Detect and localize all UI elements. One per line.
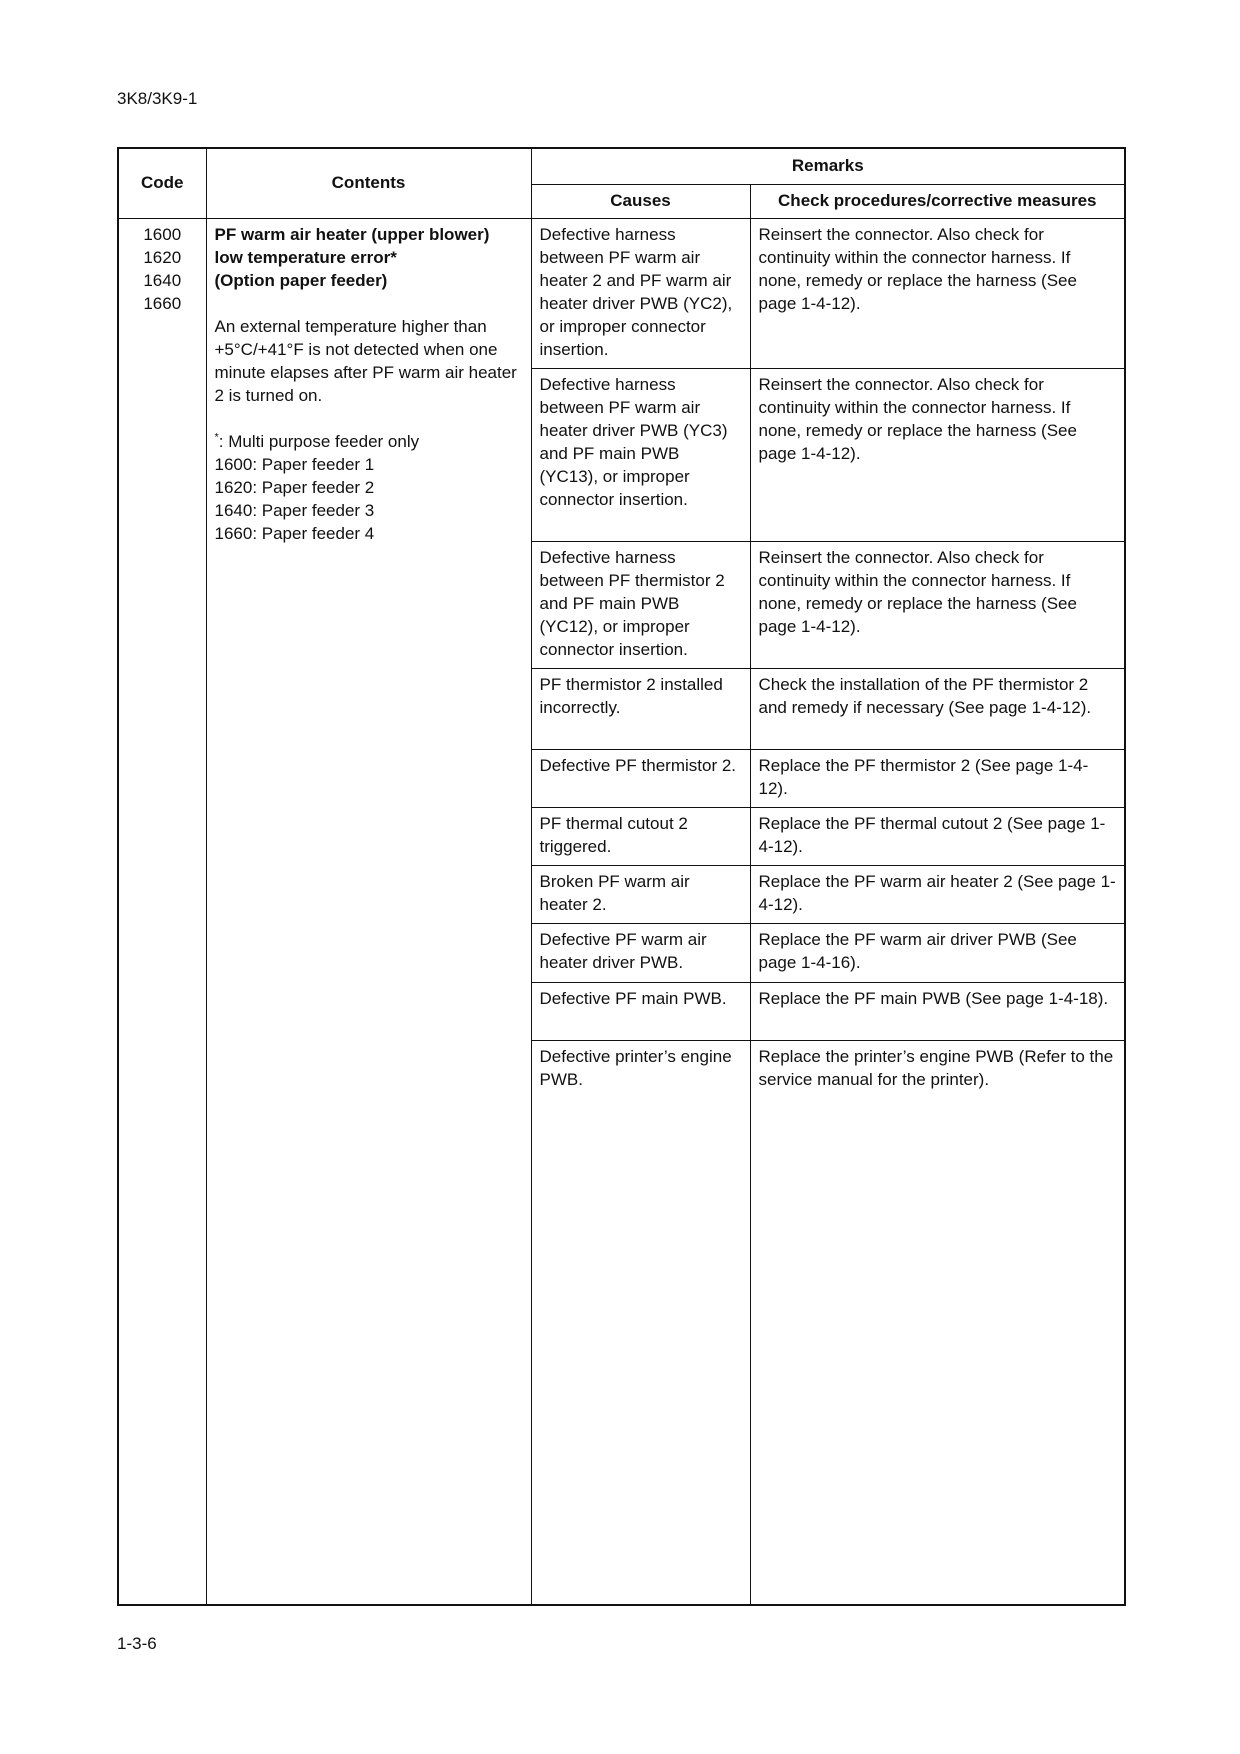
measure-cell: Replace the PF thermal cutout 2 (See page 1-4-12).: [750, 807, 1125, 865]
measure-cell: Replace the PF warm air heater 2 (See page 1-4-12).: [750, 865, 1125, 923]
table-row: [118, 218, 1125, 368]
cause-cell: Defective printer’s engine PWB.: [531, 1040, 750, 1605]
feeder-code: 1660: Paper feeder 4: [214, 523, 375, 543]
error-title: PF warm air heater (upper blower): [214, 224, 490, 244]
code-value: 1660: [143, 293, 182, 313]
measure-cell: Reinsert the connector. Also check for continuity within the connector harness. If none, remedy or replace the harness (See page 1-4-12).: [750, 541, 1125, 668]
feeder-code: 1600: Paper feeder 1: [214, 454, 375, 474]
cause-cell: Defective harness between PF warm air heater driver PWB (YC3) and PF main PWB (YC13), or improper connector insertion.: [531, 368, 750, 541]
footnote-asterisk: *: [214, 430, 219, 443]
header-code: Code: [118, 148, 206, 218]
cause-cell: Defective PF warm air heater driver PWB.: [531, 923, 750, 982]
cause-cell: PF thermistor 2 installed incorrectly.: [531, 668, 750, 749]
feeder-code: 1620: Paper feeder 2: [214, 477, 375, 497]
header-remarks: Remarks: [531, 148, 1125, 184]
measure-cell: Reinsert the connector. Also check for continuity within the connector harness. If none, remedy or replace the harness (See page 1-4-12).: [750, 218, 1125, 368]
header-measures: Check procedures/corrective measures: [750, 184, 1125, 218]
measure-cell: Replace the PF main PWB (See page 1-4-18).: [750, 982, 1125, 1040]
cause-cell: Defective PF main PWB.: [531, 982, 750, 1040]
contents-cell: [206, 218, 531, 1605]
header-contents: Contents: [206, 148, 531, 218]
cause-cell: PF thermal cutout 2 triggered.: [531, 807, 750, 865]
page-footer: 1-3-6: [117, 1634, 157, 1653]
measure-cell: Replace the PF warm air driver PWB (See page 1-4-16).: [750, 923, 1125, 982]
code-cell: [118, 218, 206, 1605]
code-value: 1600: [143, 224, 182, 244]
footnote: [215, 430, 523, 453]
measure-cell: Check the installation of the PF thermistor 2 and remedy if necessary (See page 1-4-12).: [750, 668, 1125, 749]
page-header: 3K8/3K9-1: [117, 89, 198, 108]
measure-cell: Reinsert the connector. Also check for continuity within the connector harness. If none, remedy or replace the harness (See page 1-4-12).: [750, 368, 1125, 541]
cause-cell: Defective harness between PF thermistor 2 and PF main PWB (YC12), or improper connector insertion.: [531, 541, 750, 668]
cause-cell: Broken PF warm air heater 2.: [531, 865, 750, 923]
error-title: (Option paper feeder): [214, 270, 388, 290]
footnote-text: : Multi purpose feeder only: [218, 431, 420, 451]
header-causes: Causes: [531, 184, 750, 218]
measure-cell: Replace the PF thermistor 2 (See page 1-4-12).: [750, 749, 1125, 807]
error-code-table: [117, 147, 1126, 1606]
measure-cell: Replace the printer’s engine PWB (Refer to the service manual for the printer).: [750, 1040, 1125, 1605]
code-value: 1620: [143, 247, 182, 267]
cause-cell: Defective harness between PF warm air heater 2 and PF warm air heater driver PWB (YC2), or improper connector insertion.: [531, 218, 750, 368]
code-value: 1640: [143, 270, 182, 290]
error-title: low temperature error*: [214, 247, 397, 267]
feeder-code: 1640: Paper feeder 3: [214, 500, 375, 520]
cause-cell: Defective PF thermistor 2.: [531, 749, 750, 807]
error-description: An external temperature higher than +5°C/+41°F is not detected when one minute elapses after PF warm air heater 2 is turned on.: [214, 316, 517, 405]
